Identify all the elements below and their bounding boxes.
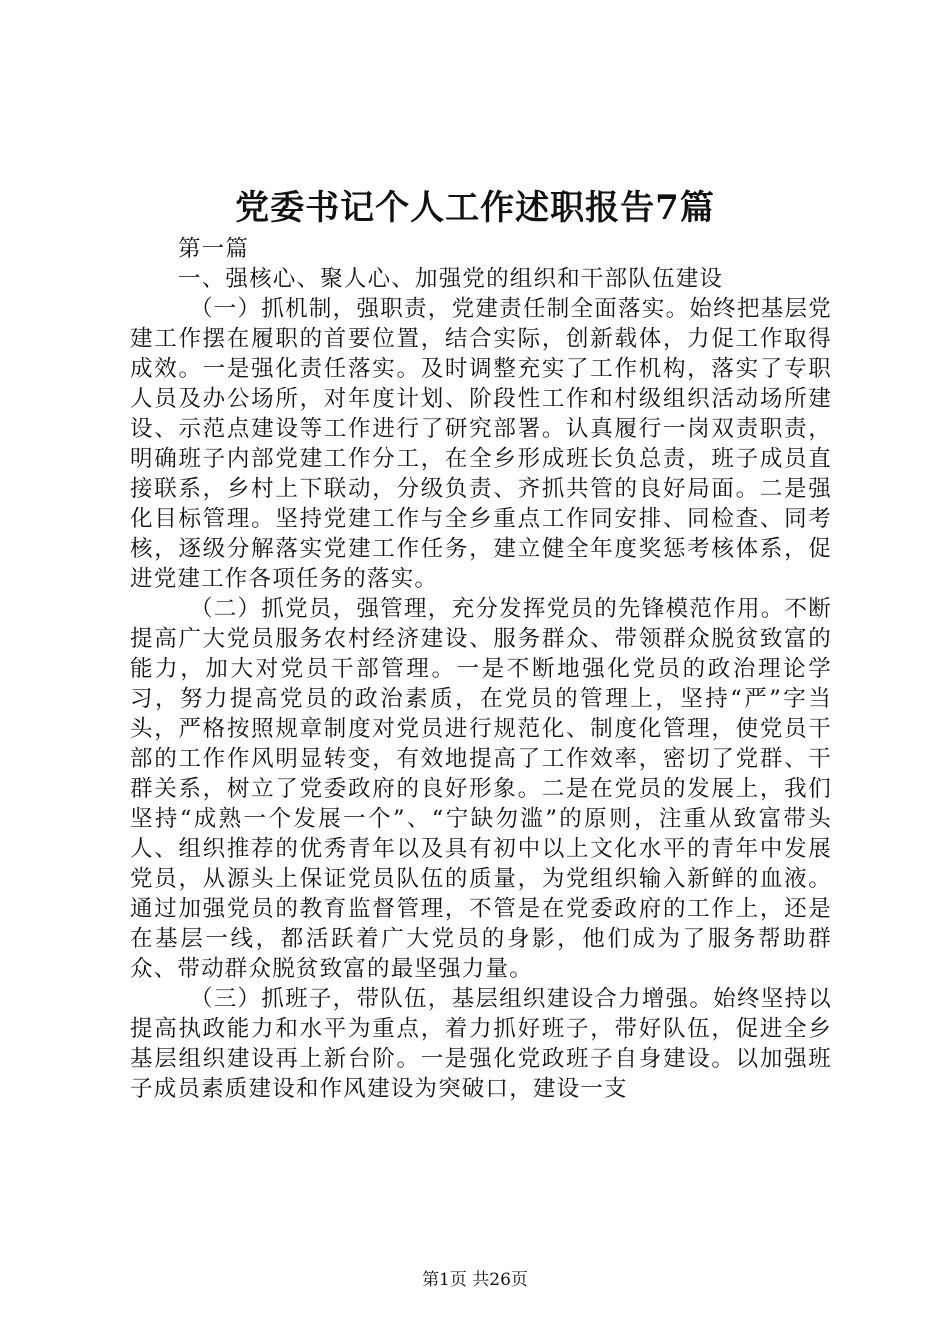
section-label: 第一篇 (178, 236, 250, 262)
paragraph-1: （一）抓机制，强职责，党建责任制全面落实。始终把基层党建工作摆在履职的首要位置，结合实际，创新载体，力促工作取得成效。一是强化责任落实。及时调整充实了工作机构，落实了专职人员及办公场所，对年度计划、阶段性工作和村级组织活动场所建设、示范点建设等工作进行了研究部署。认真履行一岗双责职责，明确班子内部党建工作分工，在全乡形成班长负总责，班子成员直接联系，乡村上下联动，分级负责、齐抓共管的良好局面。二是强化目标管理。坚持党建工作与全乡重点工作同安排、同检查、同考核，逐级分解落实党建工作任务，建立健全年度奖惩考核体系，促进党建工作各项任务的落实。 (130, 296, 832, 592)
paragraph-2: （二）抓党员，强管理，充分发挥党员的先锋模范作用。不断提高广大党员服务农村经济建设、服务群众、带领群众脱贫致富的能力，加大对党员干部管理。一是不断地强化党员的政治理论学习，努力提高党员的政治素质，在党员的管理上，坚持“严”字当头，严格按照规章制度对党员进行规范化、制度化管理，使党员干部的工作作风明显转变，有效地提高了工作效率，密切了党群、干群关系，树立了党委政府的良好形象。二是在党员的发展上，我们坚持“成熟一个发展一个”、“宁缺勿滥”的原则，注重从致富带头人、组织推荐的优秀青年以及具有初中以上文化水平的青年中发展党员，从源头上保证党员队伍的质量，为党组织输入新鲜的血液。通过加强党员的教育监督管理，不管是在党委政府的工作上，还是在基层一线，都活跃着广大党员的身影，他们成为了服务帮助群众、带动群众脱贫致富的最坚强力量。 (130, 596, 832, 982)
document-title: 党委书记个人工作述职报告7篇 (235, 188, 715, 228)
page-footer: 第1页 共26页 (422, 1270, 528, 1290)
document-body (130, 234, 832, 1104)
paragraph-3: （三）抓班子，带队伍，基层组织建设合力增强。始终坚持以提高执政能力和水平为重点，着力抓好班子，带好队伍，促进全乡基层组织建设再上新台阶。一是强化党政班子自身建设。以加强班子成员素质建设和作风建设为突破口，建设一支 (130, 986, 832, 1102)
section-heading: 一、强核心、聚人心、加强党的组织和干部队伍建设 (178, 266, 724, 292)
